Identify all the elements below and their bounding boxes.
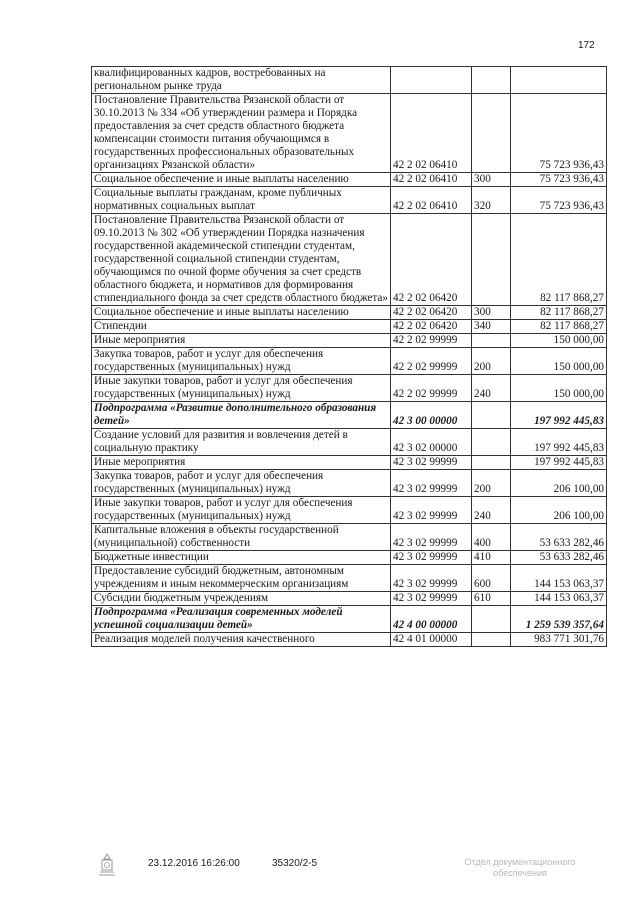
row-vr-cell: 320 <box>472 187 511 214</box>
row-vr-cell: 300 <box>472 173 511 187</box>
row-name-cell: Стипендии <box>92 320 391 334</box>
row-code-cell: 42 3 02 99999 <box>391 497 472 524</box>
row-code-cell: 42 3 02 99999 <box>391 456 472 470</box>
row-code-cell: 42 3 02 00000 <box>391 429 472 456</box>
row-code-cell: 42 3 00 00000 <box>391 402 472 429</box>
row-name-cell: Предоставление субсидий бюджетным, автономным учреждениям и иным некоммерческим организациям <box>92 565 391 592</box>
row-sum-cell: 82 117 868,27 <box>511 306 607 320</box>
row-code-cell: 42 3 02 99999 <box>391 470 472 497</box>
budget-table-body <box>92 67 607 647</box>
table-row <box>92 470 607 497</box>
row-vr-cell <box>472 456 511 470</box>
table-row <box>92 497 607 524</box>
row-name-cell: Социальное обеспечение и иные выплаты населению <box>92 306 391 320</box>
table-row <box>92 334 607 348</box>
table-row <box>92 524 607 551</box>
table-row <box>92 606 607 633</box>
row-sum-cell: 983 771 301,76 <box>511 633 607 647</box>
row-sum-cell: 75 723 936,43 <box>511 173 607 187</box>
row-sum-cell: 53 633 282,46 <box>511 551 607 565</box>
row-name-cell: Иные мероприятия <box>92 456 391 470</box>
row-vr-cell <box>472 429 511 456</box>
row-sum-cell: 75 723 936,43 <box>511 94 607 173</box>
row-name-cell: Социальное обеспечение и иные выплаты населению <box>92 173 391 187</box>
row-code-cell: 42 2 02 06420 <box>391 214 472 306</box>
row-vr-cell <box>472 67 511 94</box>
row-sum-cell: 150 000,00 <box>511 348 607 375</box>
row-sum-cell: 197 992 445,83 <box>511 429 607 456</box>
row-sum-cell: 150 000,00 <box>511 334 607 348</box>
row-sum-cell: 53 633 282,46 <box>511 524 607 551</box>
table-row <box>92 67 607 94</box>
table-row <box>92 187 607 214</box>
table-row <box>92 306 607 320</box>
row-code-cell: 42 2 02 06410 <box>391 187 472 214</box>
table-row <box>92 94 607 173</box>
row-name-cell: квалифицированных кадров, востребованных на региональном рынке труда <box>92 67 391 94</box>
table-row <box>92 565 607 592</box>
row-vr-cell: 240 <box>472 497 511 524</box>
row-sum-cell: 82 117 868,27 <box>511 214 607 306</box>
table-row <box>92 633 607 647</box>
row-code-cell: 42 2 02 06410 <box>391 94 472 173</box>
row-vr-cell <box>472 402 511 429</box>
row-sum-cell: 144 153 063,37 <box>511 565 607 592</box>
footer-stamp: Отдел документационного обеспечения <box>464 857 576 878</box>
table-row <box>92 592 607 606</box>
row-code-cell: 42 3 02 99999 <box>391 551 472 565</box>
row-sum-cell: 1 259 539 357,64 <box>511 606 607 633</box>
row-name-cell: Закупка товаров, работ и услуг для обеспечения государственных (муниципальных) нужд <box>92 348 391 375</box>
row-vr-cell <box>472 633 511 647</box>
row-name-cell: Реализация моделей получения качественного <box>92 633 391 647</box>
row-name-cell: Бюджетные инвестиции <box>92 551 391 565</box>
row-code-cell: 42 2 02 99999 <box>391 375 472 402</box>
row-vr-cell: 400 <box>472 524 511 551</box>
row-vr-cell <box>472 94 511 173</box>
row-code-cell: 42 2 02 06420 <box>391 306 472 320</box>
row-name-cell: Закупка товаров, работ и услуг для обеспечения государственных (муниципальных) нужд <box>92 470 391 497</box>
row-name-cell: Иные закупки товаров, работ и услуг для обеспечения государственных (муниципальных) нужд <box>92 497 391 524</box>
row-name-cell: Субсидии бюджетным учреждениям <box>92 592 391 606</box>
row-code-cell: 42 3 02 99999 <box>391 565 472 592</box>
table-row <box>92 375 607 402</box>
row-vr-cell <box>472 606 511 633</box>
row-vr-cell: 200 <box>472 348 511 375</box>
table-row <box>92 173 607 187</box>
budget-table <box>91 66 607 647</box>
row-vr-cell: 610 <box>472 592 511 606</box>
row-code-cell: 42 3 02 99999 <box>391 592 472 606</box>
page-number: 172 <box>578 40 595 51</box>
row-vr-cell: 200 <box>472 470 511 497</box>
table-row <box>92 402 607 429</box>
row-sum-cell: 82 117 868,27 <box>511 320 607 334</box>
table-row <box>92 348 607 375</box>
row-name-cell: Капитальные вложения в объекты государственной (муниципальной) собственности <box>92 524 391 551</box>
footer-datetime: 23.12.2016 16:26:00 <box>148 858 240 869</box>
row-vr-cell: 340 <box>472 320 511 334</box>
row-vr-cell: 240 <box>472 375 511 402</box>
row-code-cell: 42 4 00 00000 <box>391 606 472 633</box>
row-sum-cell: 144 153 063,37 <box>511 592 607 606</box>
table-row <box>92 456 607 470</box>
row-code-cell: 42 2 02 99999 <box>391 348 472 375</box>
row-name-cell: Социальные выплаты гражданам, кроме публичных нормативных социальных выплат <box>92 187 391 214</box>
row-sum-cell: 197 992 445,83 <box>511 402 607 429</box>
row-name-cell: Иные закупки товаров, работ и услуг для обеспечения государственных (муниципальных) нужд <box>92 375 391 402</box>
table-row <box>92 551 607 565</box>
row-sum-cell: 150 000,00 <box>511 375 607 402</box>
row-sum-cell: 206 100,00 <box>511 470 607 497</box>
row-code-cell: 42 2 02 06420 <box>391 320 472 334</box>
row-name-cell: Подпрограмма «Реализация современных моделей успешной социализации детей» <box>92 606 391 633</box>
row-vr-cell: 600 <box>472 565 511 592</box>
row-sum-cell: 197 992 445,83 <box>511 456 607 470</box>
row-code-cell: 42 2 02 99999 <box>391 334 472 348</box>
row-vr-cell <box>472 334 511 348</box>
row-vr-cell: 300 <box>472 306 511 320</box>
table-row <box>92 320 607 334</box>
row-vr-cell: 410 <box>472 551 511 565</box>
row-name-cell: Иные мероприятия <box>92 334 391 348</box>
row-sum-cell: 206 100,00 <box>511 497 607 524</box>
row-name-cell: Постановление Правительства Рязанской области от 09.10.2013 № 302 «Об утверждении Порядка назначения государственной академической стипендии студентам, государственной социальной стипендии студентам, обучающимся по очной форме обучения за счет средств областного бюджета, и нормативов для формирования стипендиального фонда за счет средств областного бюджета» <box>92 214 391 306</box>
row-code-cell: 42 4 01 00000 <box>391 633 472 647</box>
row-vr-cell <box>472 214 511 306</box>
row-sum-cell <box>511 67 607 94</box>
table-row <box>92 429 607 456</box>
row-code-cell: 42 2 02 06410 <box>391 173 472 187</box>
row-sum-cell: 75 723 936,43 <box>511 187 607 214</box>
row-code-cell: 42 3 02 99999 <box>391 524 472 551</box>
table-row <box>92 214 607 306</box>
row-name-cell: Постановление Правительства Рязанской области от 30.10.2013 № 334 «Об утверждении размера и Порядка предоставления за счет средств областного бюджета компенсации стоимости питания обучающимся в государственных профессиональных образовательных организациях Рязанской области» <box>92 94 391 173</box>
footer-doc-number: 35320/2-5 <box>272 858 318 869</box>
row-name-cell: Создание условий для развития и вовлечения детей в социальную практику <box>92 429 391 456</box>
row-name-cell: Подпрограмма «Развитие дополнительного образования детей» <box>92 402 391 429</box>
emblem-icon <box>96 852 118 878</box>
row-code-cell <box>391 67 472 94</box>
